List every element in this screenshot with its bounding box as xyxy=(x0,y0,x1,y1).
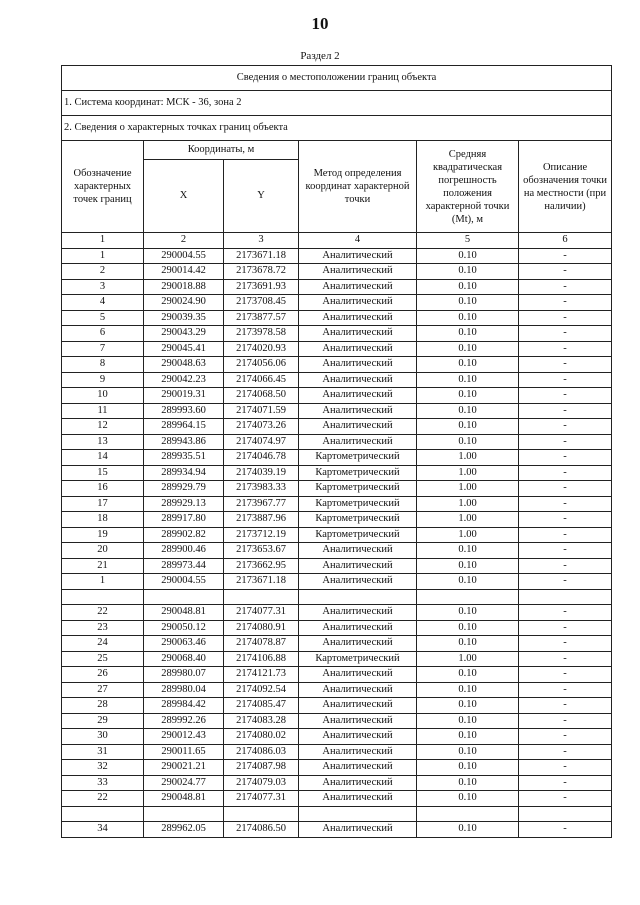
y-cell: 2174066.45 xyxy=(224,372,299,388)
empty-cell xyxy=(417,589,519,605)
y-cell: 2174092.54 xyxy=(224,682,299,698)
y-cell: 2174085.47 xyxy=(224,698,299,714)
method-cell: Аналитический xyxy=(299,248,417,264)
x-cell: 289943.86 xyxy=(144,434,224,450)
method-cell: Аналитический xyxy=(299,729,417,745)
method-cell: Аналитический xyxy=(299,574,417,590)
y-cell: 2173662.95 xyxy=(224,558,299,574)
description-cell: - xyxy=(519,434,612,450)
error-cell: 0.10 xyxy=(417,822,519,838)
x-cell: 289980.07 xyxy=(144,667,224,683)
description-cell: - xyxy=(519,574,612,590)
empty-cell xyxy=(417,806,519,822)
method-cell: Аналитический xyxy=(299,434,417,450)
error-cell: 1.00 xyxy=(417,527,519,543)
point-id-cell: 34 xyxy=(62,822,144,838)
error-cell: 1.00 xyxy=(417,481,519,497)
method-cell: Картометрический xyxy=(299,651,417,667)
y-cell: 2174074.97 xyxy=(224,434,299,450)
table-row xyxy=(62,543,612,559)
x-cell: 290004.55 xyxy=(144,248,224,264)
y-cell: 2174083.28 xyxy=(224,713,299,729)
y-cell: 2174073.26 xyxy=(224,419,299,435)
x-cell: 290048.81 xyxy=(144,791,224,807)
header-x: X xyxy=(144,160,224,233)
method-cell: Аналитический xyxy=(299,264,417,280)
point-id-cell: 28 xyxy=(62,698,144,714)
description-cell: - xyxy=(519,372,612,388)
point-id-cell: 6 xyxy=(62,326,144,342)
column-number: 2 xyxy=(144,233,224,249)
x-cell: 290050.12 xyxy=(144,620,224,636)
table-row xyxy=(62,372,612,388)
description-cell: - xyxy=(519,744,612,760)
table-row xyxy=(62,667,612,683)
point-id-cell: 19 xyxy=(62,527,144,543)
method-cell: Аналитический xyxy=(299,605,417,621)
description-cell: - xyxy=(519,605,612,621)
x-cell: 290048.63 xyxy=(144,357,224,373)
description-cell: - xyxy=(519,326,612,342)
description-cell: - xyxy=(519,450,612,466)
point-id-cell: 13 xyxy=(62,434,144,450)
description-cell: - xyxy=(519,341,612,357)
description-cell: - xyxy=(519,264,612,280)
error-cell: 0.10 xyxy=(417,543,519,559)
empty-cell xyxy=(519,806,612,822)
column-number: 6 xyxy=(519,233,612,249)
coordinate-system: 1. Система координат: МСК - 36, зона 2 xyxy=(62,91,612,116)
description-cell: - xyxy=(519,357,612,373)
empty-cell xyxy=(144,589,224,605)
y-cell: 2173708.45 xyxy=(224,295,299,311)
y-cell: 2173691.93 xyxy=(224,279,299,295)
page-number: 10 xyxy=(311,14,329,33)
y-cell: 2173978.58 xyxy=(224,326,299,342)
x-cell: 289917.80 xyxy=(144,512,224,528)
table-row xyxy=(62,403,612,419)
error-cell: 0.10 xyxy=(417,326,519,342)
method-cell: Картометрический xyxy=(299,496,417,512)
error-cell: 0.10 xyxy=(417,620,519,636)
point-id-cell: 25 xyxy=(62,651,144,667)
error-cell: 0.10 xyxy=(417,574,519,590)
point-id-cell: 15 xyxy=(62,465,144,481)
description-cell: - xyxy=(519,682,612,698)
point-id-cell: 33 xyxy=(62,775,144,791)
point-id-cell: 21 xyxy=(62,558,144,574)
empty-cell xyxy=(62,806,144,822)
description-cell: - xyxy=(519,279,612,295)
method-cell: Картометрический xyxy=(299,481,417,497)
point-id-cell: 23 xyxy=(62,620,144,636)
table-row xyxy=(62,574,612,590)
y-cell: 2174080.91 xyxy=(224,620,299,636)
x-cell: 289980.04 xyxy=(144,682,224,698)
point-id-cell: 26 xyxy=(62,667,144,683)
table-row xyxy=(62,450,612,466)
description-cell: - xyxy=(519,713,612,729)
empty-cell xyxy=(224,806,299,822)
error-cell: 1.00 xyxy=(417,496,519,512)
y-cell: 2174039.19 xyxy=(224,465,299,481)
x-cell: 290045.41 xyxy=(144,341,224,357)
empty-cell xyxy=(519,589,612,605)
y-cell: 2173983.33 xyxy=(224,481,299,497)
empty-cell xyxy=(224,589,299,605)
method-cell: Аналитический xyxy=(299,620,417,636)
method-cell: Аналитический xyxy=(299,713,417,729)
point-id-cell: 20 xyxy=(62,543,144,559)
point-id-cell: 7 xyxy=(62,341,144,357)
x-cell: 289935.51 xyxy=(144,450,224,466)
method-cell: Аналитический xyxy=(299,403,417,419)
error-cell: 0.10 xyxy=(417,698,519,714)
method-cell: Аналитический xyxy=(299,372,417,388)
y-cell: 2174020.93 xyxy=(224,341,299,357)
method-cell: Аналитический xyxy=(299,326,417,342)
x-cell: 289929.13 xyxy=(144,496,224,512)
description-cell: - xyxy=(519,310,612,326)
point-id-cell: 9 xyxy=(62,372,144,388)
x-cell: 289934.94 xyxy=(144,465,224,481)
error-cell: 1.00 xyxy=(417,512,519,528)
y-cell: 2174056.06 xyxy=(224,357,299,373)
y-cell: 2174086.50 xyxy=(224,822,299,838)
x-cell: 289962.05 xyxy=(144,822,224,838)
error-cell: 0.10 xyxy=(417,403,519,419)
method-cell: Аналитический xyxy=(299,760,417,776)
x-cell: 290011.65 xyxy=(144,744,224,760)
method-cell: Аналитический xyxy=(299,698,417,714)
x-cell: 289964.15 xyxy=(144,419,224,435)
x-cell: 289900.46 xyxy=(144,543,224,559)
error-cell: 0.10 xyxy=(417,775,519,791)
error-cell: 0.10 xyxy=(417,729,519,745)
y-cell: 2173877.57 xyxy=(224,310,299,326)
error-cell: 0.10 xyxy=(417,682,519,698)
description-cell: - xyxy=(519,558,612,574)
method-cell: Аналитический xyxy=(299,744,417,760)
point-id-cell: 11 xyxy=(62,403,144,419)
point-id-cell: 2 xyxy=(62,264,144,280)
error-cell: 0.10 xyxy=(417,744,519,760)
column-number: 1 xyxy=(62,233,144,249)
description-cell: - xyxy=(519,512,612,528)
method-cell: Аналитический xyxy=(299,419,417,435)
x-cell: 290024.90 xyxy=(144,295,224,311)
method-cell: Аналитический xyxy=(299,357,417,373)
error-cell: 0.10 xyxy=(417,605,519,621)
point-id-cell: 18 xyxy=(62,512,144,528)
x-cell: 290019.31 xyxy=(144,388,224,404)
point-id-cell: 22 xyxy=(62,605,144,621)
table-row xyxy=(62,527,612,543)
description-cell: - xyxy=(519,791,612,807)
table-row xyxy=(62,310,612,326)
description-cell: - xyxy=(519,729,612,745)
section-title: Раздел 2 xyxy=(300,50,340,62)
description-cell: - xyxy=(519,419,612,435)
table-row xyxy=(62,434,612,450)
point-id-cell: 30 xyxy=(62,729,144,745)
description-cell: - xyxy=(519,760,612,776)
error-cell: 0.10 xyxy=(417,636,519,652)
y-cell: 2174079.03 xyxy=(224,775,299,791)
point-id-cell: 5 xyxy=(62,310,144,326)
y-cell: 2174087.98 xyxy=(224,760,299,776)
boundary-points-table xyxy=(61,65,612,838)
method-cell: Картометрический xyxy=(299,512,417,528)
separator-row xyxy=(62,806,612,822)
table-row xyxy=(62,558,612,574)
description-cell: - xyxy=(519,496,612,512)
table-row xyxy=(62,357,612,373)
column-number: 5 xyxy=(417,233,519,249)
empty-cell xyxy=(299,806,417,822)
method-cell: Аналитический xyxy=(299,791,417,807)
table-row xyxy=(62,682,612,698)
y-cell: 2173653.67 xyxy=(224,543,299,559)
error-cell: 0.10 xyxy=(417,264,519,280)
method-cell: Аналитический xyxy=(299,667,417,683)
table-row xyxy=(62,620,612,636)
table-row xyxy=(62,248,612,264)
y-cell: 2174078.87 xyxy=(224,636,299,652)
error-cell: 0.10 xyxy=(417,434,519,450)
point-id-cell: 1 xyxy=(62,248,144,264)
description-cell: - xyxy=(519,620,612,636)
method-cell: Аналитический xyxy=(299,775,417,791)
table-row xyxy=(62,279,612,295)
method-cell: Аналитический xyxy=(299,341,417,357)
x-cell: 289993.60 xyxy=(144,403,224,419)
description-cell: - xyxy=(519,527,612,543)
separator-row xyxy=(62,589,612,605)
point-id-cell: 31 xyxy=(62,744,144,760)
description-cell: - xyxy=(519,775,612,791)
x-cell: 290024.77 xyxy=(144,775,224,791)
point-id-cell: 22 xyxy=(62,791,144,807)
error-cell: 0.10 xyxy=(417,558,519,574)
point-id-cell: 4 xyxy=(62,295,144,311)
description-cell: - xyxy=(519,651,612,667)
description-cell: - xyxy=(519,465,612,481)
error-cell: 0.10 xyxy=(417,713,519,729)
column-number: 3 xyxy=(224,233,299,249)
error-cell: 0.10 xyxy=(417,248,519,264)
header-designation: Обозначение характерных точек границ xyxy=(62,141,144,233)
table-row xyxy=(62,713,612,729)
table-row xyxy=(62,388,612,404)
method-cell: Аналитический xyxy=(299,310,417,326)
description-cell: - xyxy=(519,698,612,714)
y-cell: 2174068.50 xyxy=(224,388,299,404)
description-cell: - xyxy=(519,403,612,419)
error-cell: 0.10 xyxy=(417,357,519,373)
y-cell: 2174106.88 xyxy=(224,651,299,667)
error-cell: 1.00 xyxy=(417,465,519,481)
table-row xyxy=(62,760,612,776)
x-cell: 290048.81 xyxy=(144,605,224,621)
table-row xyxy=(62,512,612,528)
method-cell: Аналитический xyxy=(299,636,417,652)
empty-cell xyxy=(144,806,224,822)
y-cell: 2174077.31 xyxy=(224,605,299,621)
point-id-cell: 29 xyxy=(62,713,144,729)
y-cell: 2174121.73 xyxy=(224,667,299,683)
table-row xyxy=(62,295,612,311)
point-id-cell: 8 xyxy=(62,357,144,373)
method-cell: Аналитический xyxy=(299,682,417,698)
table-row xyxy=(62,775,612,791)
table-row xyxy=(62,698,612,714)
y-cell: 2173678.72 xyxy=(224,264,299,280)
header-method: Метод определения координат характерной точки xyxy=(299,141,417,233)
error-cell: 0.10 xyxy=(417,279,519,295)
table-row xyxy=(62,481,612,497)
table-row xyxy=(62,465,612,481)
x-cell: 290014.42 xyxy=(144,264,224,280)
method-cell: Аналитический xyxy=(299,543,417,559)
error-cell: 0.10 xyxy=(417,372,519,388)
description-cell: - xyxy=(519,822,612,838)
method-cell: Аналитический xyxy=(299,558,417,574)
column-numbers-row xyxy=(62,233,612,249)
point-id-cell: 12 xyxy=(62,419,144,435)
point-id-cell: 3 xyxy=(62,279,144,295)
point-id-cell: 32 xyxy=(62,760,144,776)
method-cell: Картометрический xyxy=(299,527,417,543)
method-cell: Аналитический xyxy=(299,388,417,404)
table-row xyxy=(62,791,612,807)
error-cell: 1.00 xyxy=(417,651,519,667)
y-cell: 2173887.96 xyxy=(224,512,299,528)
x-cell: 290039.35 xyxy=(144,310,224,326)
error-cell: 0.10 xyxy=(417,760,519,776)
table-title: Сведения о местоположении границ объекта xyxy=(62,66,612,91)
description-cell: - xyxy=(519,481,612,497)
y-cell: 2174046.78 xyxy=(224,450,299,466)
y-cell: 2173712.19 xyxy=(224,527,299,543)
header-error: Средняя квадратическая погрешность положения характерной точки (Mt), м xyxy=(417,141,519,233)
x-cell: 290018.88 xyxy=(144,279,224,295)
header-coords: Координаты, м xyxy=(144,141,299,160)
header-description: Описание обозначения точки на местности (при наличии) xyxy=(519,141,612,233)
point-id-cell: 10 xyxy=(62,388,144,404)
description-cell: - xyxy=(519,388,612,404)
point-id-cell: 14 xyxy=(62,450,144,466)
x-cell: 290004.55 xyxy=(144,574,224,590)
method-cell: Аналитический xyxy=(299,279,417,295)
header-y: Y xyxy=(224,160,299,233)
x-cell: 289992.26 xyxy=(144,713,224,729)
x-cell: 289902.82 xyxy=(144,527,224,543)
point-id-cell: 16 xyxy=(62,481,144,497)
error-cell: 0.10 xyxy=(417,667,519,683)
table-row xyxy=(62,341,612,357)
table-row xyxy=(62,326,612,342)
y-cell: 2174077.31 xyxy=(224,791,299,807)
table-row xyxy=(62,651,612,667)
description-cell: - xyxy=(519,543,612,559)
table-row xyxy=(62,729,612,745)
error-cell: 0.10 xyxy=(417,419,519,435)
x-cell: 290021.21 xyxy=(144,760,224,776)
point-id-cell: 27 xyxy=(62,682,144,698)
description-cell: - xyxy=(519,248,612,264)
points-heading: 2. Сведения о характерных точках границ объекта xyxy=(62,116,612,141)
table-row xyxy=(62,419,612,435)
y-cell: 2174080.02 xyxy=(224,729,299,745)
y-cell: 2173671.18 xyxy=(224,248,299,264)
table-row xyxy=(62,822,612,838)
error-cell: 0.10 xyxy=(417,295,519,311)
description-cell: - xyxy=(519,636,612,652)
description-cell: - xyxy=(519,295,612,311)
y-cell: 2173967.77 xyxy=(224,496,299,512)
error-cell: 0.10 xyxy=(417,388,519,404)
method-cell: Аналитический xyxy=(299,295,417,311)
description-cell: - xyxy=(519,667,612,683)
y-cell: 2174071.59 xyxy=(224,403,299,419)
table-row xyxy=(62,264,612,280)
empty-cell xyxy=(299,589,417,605)
x-cell: 290043.29 xyxy=(144,326,224,342)
y-cell: 2173671.18 xyxy=(224,574,299,590)
table-row xyxy=(62,744,612,760)
error-cell: 0.10 xyxy=(417,310,519,326)
point-id-cell: 1 xyxy=(62,574,144,590)
x-cell: 289929.79 xyxy=(144,481,224,497)
table-row xyxy=(62,496,612,512)
column-number: 4 xyxy=(299,233,417,249)
x-cell: 290012.43 xyxy=(144,729,224,745)
x-cell: 289984.42 xyxy=(144,698,224,714)
method-cell: Картометрический xyxy=(299,465,417,481)
table-row xyxy=(62,636,612,652)
error-cell: 0.10 xyxy=(417,341,519,357)
x-cell: 290042.23 xyxy=(144,372,224,388)
x-cell: 289973.44 xyxy=(144,558,224,574)
method-cell: Аналитический xyxy=(299,822,417,838)
y-cell: 2174086.03 xyxy=(224,744,299,760)
point-id-cell: 24 xyxy=(62,636,144,652)
x-cell: 290063.46 xyxy=(144,636,224,652)
empty-cell xyxy=(62,589,144,605)
table-row xyxy=(62,605,612,621)
x-cell: 290068.40 xyxy=(144,651,224,667)
method-cell: Картометрический xyxy=(299,450,417,466)
point-id-cell: 17 xyxy=(62,496,144,512)
error-cell: 1.00 xyxy=(417,450,519,466)
error-cell: 0.10 xyxy=(417,791,519,807)
